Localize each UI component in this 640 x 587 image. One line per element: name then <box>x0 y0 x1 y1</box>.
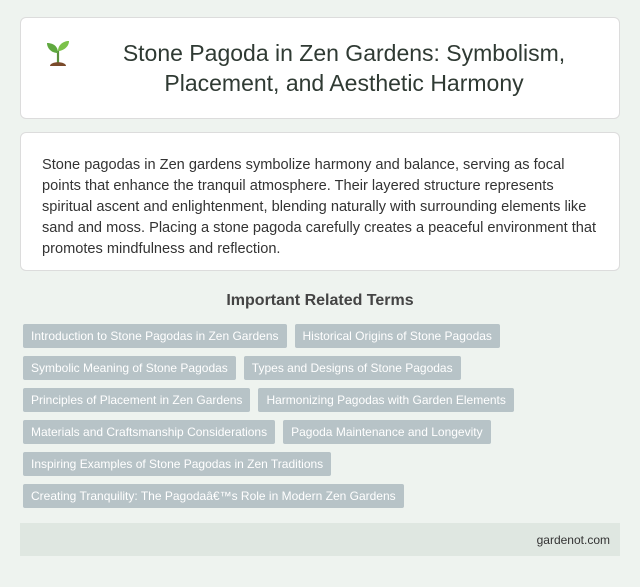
related-terms-heading: Important Related Terms <box>226 292 414 309</box>
related-term-tag[interactable]: Inspiring Examples of Stone Pagodas in Zen Traditions <box>23 452 331 476</box>
related-terms-list <box>20 324 620 508</box>
related-term-tag[interactable]: Harmonizing Pagodas with Garden Elements <box>258 388 513 412</box>
related-term-tag[interactable]: Pagoda Maintenance and Longevity <box>283 420 490 444</box>
related-term-tag[interactable]: Principles of Placement in Zen Gardens <box>23 388 250 412</box>
title-card <box>20 17 620 119</box>
footer-site-link[interactable]: gardenot.com <box>536 532 610 547</box>
related-term-tag[interactable]: Historical Origins of Stone Pagodas <box>295 324 500 348</box>
summary-card <box>20 132 620 271</box>
summary-text: Stone pagodas in Zen gardens symbolize harmony and balance, serving as focal points that enhance the tranquil atmosphere. Their layered structure represents spiritual ascent and enlightenment, blending naturally with surrounding elements like sand and moss. Placing a stone pagoda carefully creates a peaceful environment that promotes mindfulness and reflection. <box>42 157 597 257</box>
related-term-tag[interactable]: Types and Designs of Stone Pagodas <box>244 356 461 380</box>
footer <box>20 523 620 556</box>
title-row <box>41 38 599 98</box>
sprout-icon <box>41 36 75 70</box>
related-term-tag[interactable]: Materials and Craftsmanship Considerations <box>23 420 275 444</box>
related-term-tag[interactable]: Creating Tranquility: The Pagodaâ€™s Role in Modern Zen Gardens <box>23 484 404 508</box>
related-term-tag[interactable]: Introduction to Stone Pagodas in Zen Gardens <box>23 324 287 348</box>
related-term-tag[interactable]: Symbolic Meaning of Stone Pagodas <box>23 356 236 380</box>
page-title: Stone Pagoda in Zen Gardens: Symbolism, Placement, and Aesthetic Harmony <box>122 40 566 96</box>
